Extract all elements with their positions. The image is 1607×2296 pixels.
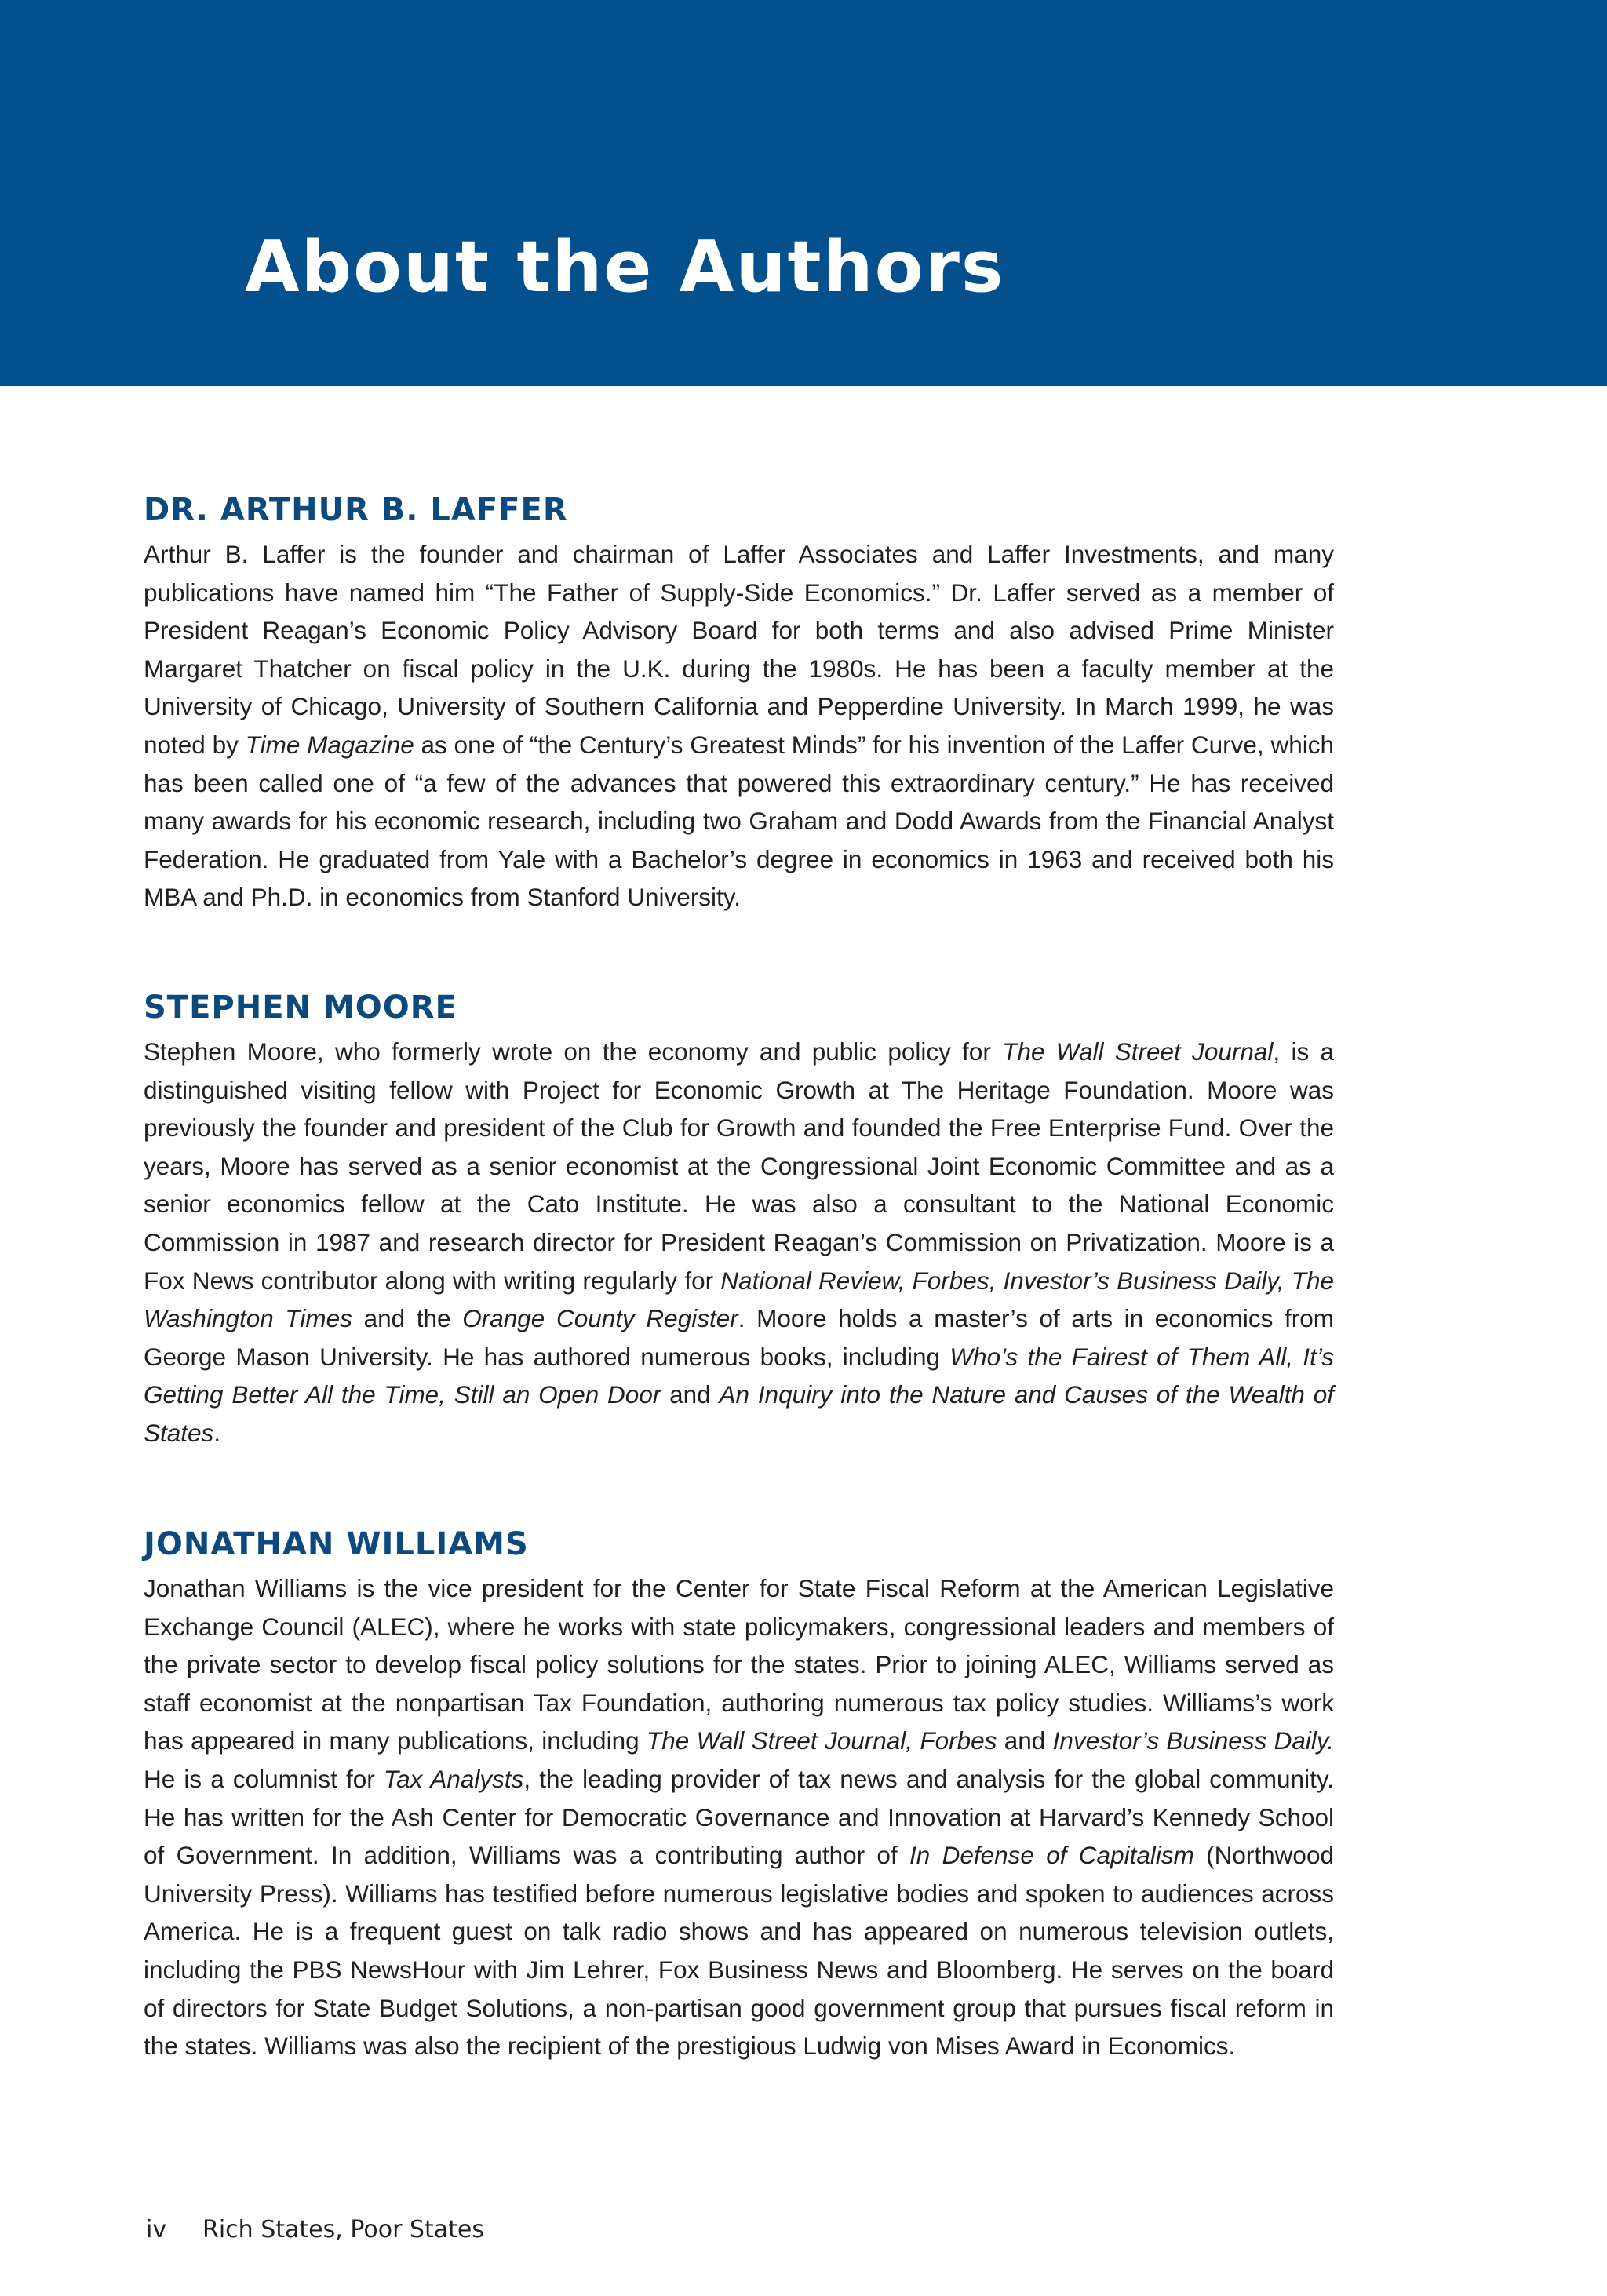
bio-segment: as one of “the Century’s Greatest Minds” for his invention of the Laffer Curve, which has been called one of “a few of the advances that powered this extraordinary century.” He has received many awards for his economic research, including two Graham and Dodd Awards from the Financial Analyst Federation. He graduated from Yale with a Bachelor’s degree in economics in 1963 and received both his MBA and Ph.D. in economics from Stanford University. (144, 730, 1334, 912)
italic-title: Who’s the Fairest of Them All, It’s Getting Better All the Time, Still an Open Door (144, 1342, 1334, 1409)
page-title: About the Authors (245, 226, 1005, 308)
italic-title: National Review, Forbes, Investor’s Business Daily, The Washington Times (144, 1266, 1335, 1333)
author-bio-moore (144, 986, 1334, 1452)
italic-title: Orange County Register (462, 1304, 738, 1333)
bio-segment: , is a distinguished visiting fellow with Project for Economic Growth at The Heritage Foundation. Moore was previously the founder and president of the Club for Growth and founded the Free Enterprise Fund. Over the years, Moore has served as a senior economist at the Congressional Joint Economic Committee and as a senior economics fellow at the Cato Institute. He was also a consultant to the National Economic Commission in 1987 and research director for President Reagan’s Commission on Privatization. Moore is a Fox News contributor along with writing regularly for (144, 1037, 1335, 1295)
bio-segment: Stephen Moore, who formerly wrote on the economy and public policy for (144, 1037, 1003, 1066)
author-bio-text (144, 1033, 1334, 1452)
bio-segment: . Moore holds a master’s of arts in economics from George Mason University. He has authored numerous books, including (144, 1304, 1335, 1371)
italic-title: Time Magazine (245, 730, 414, 759)
bio-segment: Arthur B. Laffer is the founder and chairman of Laffer Associates and Laffer Investments, and many publications have named him “The Father of Supply-Side Economics.” Dr. Laffer served as a member of President Reagan’s Economic Policy Advisory Board for both terms and also advised Prime Minister Margaret Thatcher on fiscal policy in the U.K. during the 1980s. He has been a faculty member at the University of Chicago, University of Southern California and Pepperdine University. In March 1999, he was noted by (144, 540, 1334, 759)
bio-segment: Jonathan Williams is the vice president for the Center for State Fiscal Reform at the American Legislative Exchange Council (ALEC), where he works with state policymakers, congressional leaders and members of the private sector to develop fiscal policy solutions for the states. Prior to joining ALEC, Williams served as staff economist at the nonpartisan Tax Foundation, authoring numerous tax policy studies. Williams’s work has appeared in many publications, including (144, 1574, 1334, 1755)
bio-segment: (Northwood University Press). Williams has testified before numerous legislative bodies and spoken to audiences across America. He is a frequent guest on talk radio shows and has appeared on numerous television outlets, including the PBS NewsHour with Jim Lehrer, Fox Business News and Bloomberg. He serves on the board of directors for State Budget Solutions, a non-partisan good government group that pursues fiscal reform in the states. Williams was also the recipient of the prestigious Ludwig von Mises Award in Economics. (144, 1841, 1334, 2061)
author-bio-text (144, 1569, 1334, 2065)
italic-title: The Wall Street Journal (1002, 1037, 1274, 1066)
author-name: DR. ARTHUR B. LAFFER (144, 492, 568, 528)
bio-segment: and (997, 1726, 1053, 1755)
bio-segment: , the leading provider of tax news and analysis for the global community. He has written for the Ash Center for Democratic Governance and Innovation at Harvard’s Kennedy School of Government. In addition, Williams was a contributing author of (144, 1764, 1334, 1870)
italic-title: The Wall Street Journal, Forbes (646, 1726, 997, 1755)
author-bio-text (144, 535, 1334, 917)
author-bio-laffer (144, 488, 1334, 917)
italic-title: In Defense of Capitalism (909, 1841, 1194, 1870)
bio-segment: . (213, 1418, 221, 1447)
author-name: STEPHEN MOORE (144, 989, 457, 1026)
author-name: JONATHAN WILLIAMS (144, 1526, 529, 1562)
bio-segment: He is a columnist for (144, 1764, 384, 1793)
page-number: iv (146, 2216, 167, 2243)
bio-segment: and the (352, 1304, 463, 1333)
page-footer (146, 2214, 484, 2246)
bio-segment: and (661, 1380, 720, 1409)
italic-title: An Inquiry into the Nature and Causes of the Wealth of States (144, 1380, 1334, 1447)
author-bio-williams (144, 1522, 1334, 2065)
header-band (0, 0, 1607, 386)
publication-title: Rich States, Poor States (202, 2216, 484, 2243)
italic-title: Tax Analysts (383, 1764, 524, 1793)
italic-title: Investor’s Business Daily. (1052, 1726, 1334, 1755)
